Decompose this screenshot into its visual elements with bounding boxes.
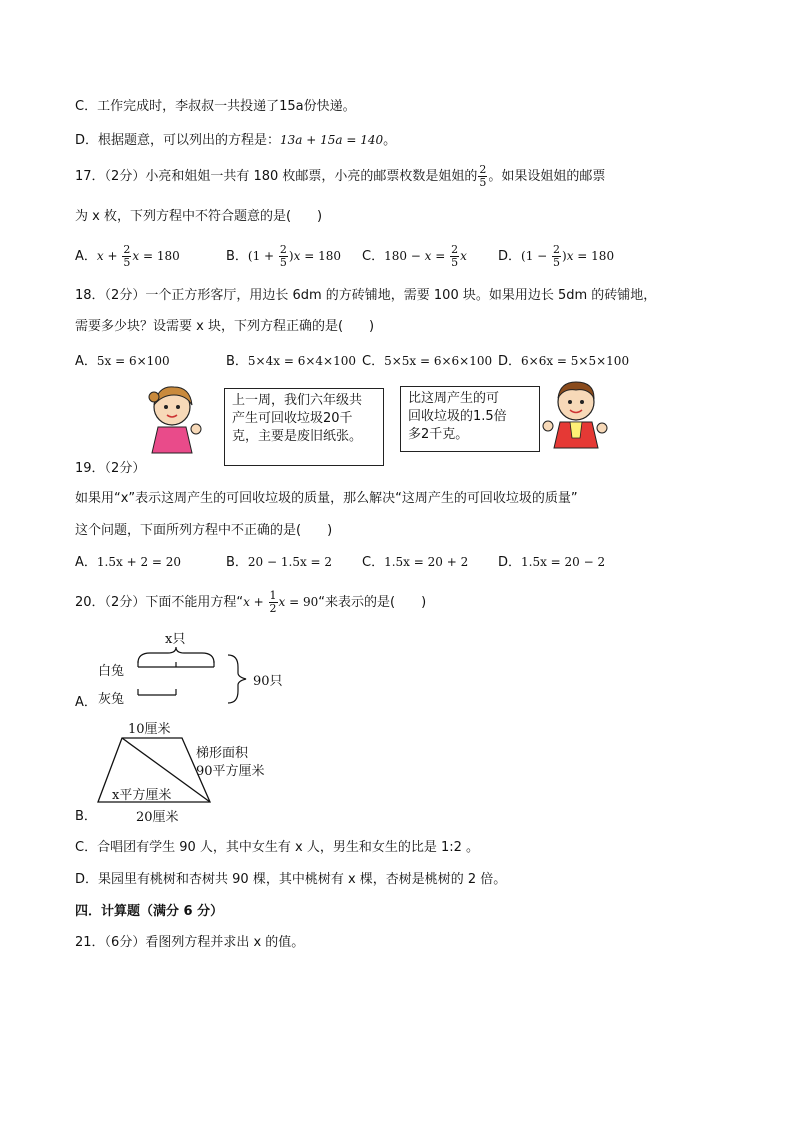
fraction-two-fifths: $\frac{2}{5}$ <box>479 163 487 189</box>
q16d-equation: 13a + 15a = 140 <box>280 133 384 147</box>
q21-stem: 21．（6分）看图列方程并求出 x 的值。 <box>75 935 305 950</box>
diagram-a-white-label: 白兔 <box>98 664 125 679</box>
diagram-b-area-label-2: 90平方厘米 <box>196 764 265 779</box>
q18-line1: 18．（2分）一个正方形客厅，用边长 6dm 的方砖铺地，需要 100 块。如果用边长 5dm 的砖铺地， <box>75 288 657 303</box>
q19-option-b: B．20 − 1.5x = 2 <box>226 555 333 570</box>
diagram-a-total-label: 90只 <box>253 674 283 689</box>
q18-option-a: A．5x = 6×100 <box>75 354 170 369</box>
diagram-a-letter: A． <box>75 695 97 710</box>
q19-line1: 如果用“x”表示这周产生的可回收垃圾的质量，那么解决“这周产生的可回收垃圾的质量” <box>75 491 578 506</box>
boy-illustration <box>540 378 610 450</box>
diagram-b-top-label: 10厘米 <box>128 722 171 737</box>
girl-illustration <box>148 383 228 455</box>
diagram-a-top-label: x只 <box>165 632 186 647</box>
q17-line2: 为 x 枚，下列方程中不符合题意的是( ) <box>75 209 323 224</box>
girl-speech-bubble: 上一周，我们六年级共 产生可回收垃圾20千 克，主要是废旧纸张。 <box>224 388 384 466</box>
diagram-b-height-label: x平方厘米 <box>112 788 172 803</box>
q19-option-c: C．1.5x = 20 + 2 <box>362 555 469 570</box>
diagram-b-bottom-label: 20厘米 <box>136 810 179 825</box>
q18-option-b: B．5×4x = 6×4×100 <box>226 354 356 369</box>
q19-option-a: A．1.5x + 2 = 20 <box>75 555 182 570</box>
q19-line2: 这个问题，下面所列方程中不正确的是( ) <box>75 523 333 538</box>
q17-text-b: 。如果设姐姐的邮票 <box>488 169 606 184</box>
diagram-b-area-label-1: 梯形面积 <box>196 746 249 761</box>
q16d-end: 。 <box>383 133 397 148</box>
q19-option-d: D．1.5x = 20 − 2 <box>498 555 606 570</box>
q19-header: 19．（2分） <box>75 461 146 476</box>
diagram-a-segment-figure <box>130 645 260 705</box>
q17-text-a: 17．（2分）小亮和姐姐一共有 180 枚邮票，小亮的邮票枚数是姐姐的 <box>75 169 478 184</box>
boy-speech-bubble: 比这周产生的可 回收垃圾的1.5倍 多2千克。 <box>400 386 540 452</box>
section-4-heading: 四．计算题（满分 6 分） <box>75 904 224 919</box>
q18-option-c: C．5×5x = 6×6×100 <box>362 354 493 369</box>
q16-option-c: C．工作完成时，李叔叔一共投递了15a份快递。 <box>75 99 356 114</box>
q20-option-d: D．果园里有桃树和杏树共 90 棵，其中桃树有 x 棵，杏树是桃树的 2 倍。 <box>75 872 507 887</box>
q18-option-d: D．6×6x = 5×5×100 <box>498 354 630 369</box>
q17-option-a: A．x + $\frac{2}{5}$ x = 180 <box>75 243 180 269</box>
diagram-b-trapezoid <box>94 734 214 806</box>
q17-option-c: C．180 − x = $\frac{2}{5}$ x <box>362 243 467 269</box>
q17-line1 <box>75 164 605 189</box>
diagram-a-grey-label: 灰兔 <box>98 692 125 707</box>
q20-stem: 20．（2分）下面不能用方程“x + $\frac{1}{2}$ x = 90“来表示的是( ) <box>75 589 427 615</box>
diagram-b-letter: B． <box>75 809 97 824</box>
q17-option-b: B．(1 + $\frac{2}{5}$ )x = 180 <box>226 243 341 269</box>
q16-option-d <box>75 131 396 150</box>
q16d-text: D．根据题意，可以列出的方程是： <box>75 133 281 148</box>
fraction-one-half: $\frac{1}{2}$ <box>269 589 277 615</box>
q17-option-d: D．(1 − $\frac{2}{5}$ )x = 180 <box>498 243 615 269</box>
q20-option-c: C．合唱团有学生 90 人，其中女生有 x 人，男生和女生的比是 1:2 。 <box>75 840 480 855</box>
q18-line2: 需要多少块？设需要 x 块，下列方程正确的是( ) <box>75 319 375 334</box>
